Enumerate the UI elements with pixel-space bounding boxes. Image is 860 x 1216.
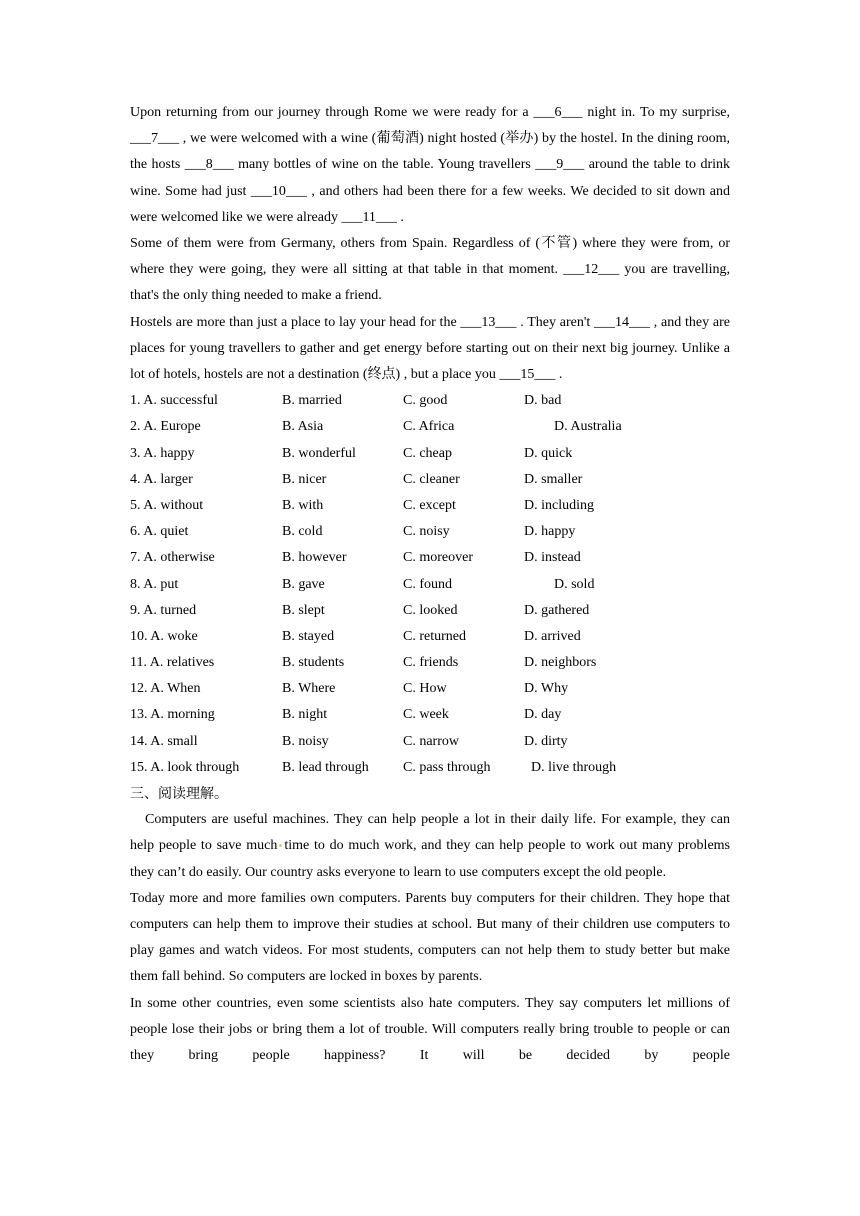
options-list: [130, 388, 730, 781]
option-row: [130, 414, 730, 440]
option-c: C. cleaner: [403, 471, 460, 487]
option-b: B. Asia: [282, 419, 324, 435]
option-b: B. night: [282, 707, 328, 723]
option-c: C. cheap: [403, 445, 452, 461]
option-b: B. stayed: [282, 628, 335, 644]
option-question: 7. A. otherwise: [130, 550, 215, 566]
cloze-paragraph-1: Upon returning from our journey through Rome we were ready for a ___6___ night in. To my surprise, ___7___ , we were welcomed with a wine (葡萄酒) night hosted (举办) by the hostel. In the dining room, the hosts ___8___ many bottles of wine on the table. Young travellers ___9___ around the table to drink wine. Some had just ___10___ , and others had been there for a few weeks. We decided to sit down and were welcomed like we were already ___11___ .: [130, 105, 730, 225]
option-c: C. except: [403, 497, 456, 513]
option-d: D. happy: [524, 524, 576, 540]
option-c: C. Africa: [403, 419, 455, 435]
option-b: B. slept: [282, 602, 325, 618]
option-d: D. neighbors: [524, 655, 597, 671]
option-b: B. Where: [282, 681, 336, 697]
option-c: C. How: [403, 681, 447, 697]
option-b: B. wonderful: [282, 445, 356, 461]
option-d: D. instead: [524, 550, 581, 566]
section-title: 三、阅读理解。: [130, 786, 228, 803]
reading-paragraph-1-part-a: Computers are useful machines. They can help people a lot in their daily life. For example, they can help people to save much: [130, 812, 730, 854]
option-d: D. bad: [524, 393, 562, 409]
option-row: [130, 519, 730, 545]
option-row: [130, 676, 730, 702]
option-row: [130, 598, 730, 624]
option-row: [130, 441, 730, 467]
option-c: C. pass through: [403, 759, 491, 775]
option-c: C. friends: [403, 655, 459, 671]
option-d: D. gathered: [524, 602, 590, 618]
reading-paragraph-1-part-b: time to do much work, and they can help people to work out many problems they can’t do easily. Our country asks everyone to learn to use computers except the old people.: [130, 838, 730, 880]
option-row: [130, 493, 730, 519]
option-question: 8. A. put: [130, 576, 179, 592]
option-d: D. live through: [531, 759, 617, 775]
option-d: D. including: [524, 497, 594, 513]
option-c: C. week: [403, 707, 449, 723]
option-d: D. Australia: [554, 419, 622, 435]
option-question: 11. A. relatives: [130, 655, 215, 671]
option-question: 9. A. turned: [130, 602, 197, 618]
option-c: C. looked: [403, 602, 458, 618]
option-row: [130, 467, 730, 493]
reading-paragraph-2: Today more and more families own computers. Parents buy computers for their children. They hope that computers can help them to improve their studies at school. But many of their children use computers to play games and watch videos. For most students, computers can not help them to study better but make them fall behind. So computers are locked in boxes by parents.: [130, 890, 730, 985]
option-b: B. students: [282, 655, 345, 671]
option-d: D. arrived: [524, 628, 581, 644]
option-c: C. moreover: [403, 550, 473, 566]
option-question: 13. A. morning: [130, 707, 215, 723]
option-d: D. quick: [524, 445, 573, 461]
option-question: 12. A. When: [130, 681, 201, 697]
option-row: [130, 702, 730, 728]
option-d: D. dirty: [524, 733, 568, 749]
option-b: B. nicer: [282, 471, 327, 487]
option-b: B. married: [282, 393, 342, 409]
option-question: 15. A. look through: [130, 759, 240, 775]
option-d: D. day: [524, 707, 562, 723]
option-question: 4. A. larger: [130, 471, 193, 487]
option-question: 6. A. quiet: [130, 524, 189, 540]
option-b: B. noisy: [282, 733, 329, 749]
option-b: B. with: [282, 497, 324, 513]
option-row: [130, 755, 730, 781]
option-c: C. noisy: [403, 524, 450, 540]
option-question: 10. A. woke: [130, 628, 198, 644]
option-b: B. gave: [282, 576, 325, 592]
cloze-paragraph-2: Some of them were from Germany, others from Spain. Regardless of (不管) where they were from, or where they were going, they were all sitting at that table in that moment. ___12___ you are travelling, that's the only thing needed to make a friend.: [130, 236, 730, 304]
option-question: 2. A. Europe: [130, 419, 201, 435]
option-question: 5. A. without: [130, 497, 204, 513]
option-c: C. found: [403, 576, 452, 592]
option-row: [130, 545, 730, 571]
cloze-paragraph-3: Hostels are more than just a place to lay your head for the ___13___ . They aren't ___14___ , and they are places for young travellers to gather and get energy before starting out on their next big journey. Unlike a lot of hotels, hostels are not a destination (终点) , but a place you ___15___ .: [130, 314, 730, 383]
option-b: B. cold: [282, 524, 323, 540]
option-b: B. lead through: [282, 759, 369, 775]
option-c: C. good: [403, 393, 448, 409]
option-question: 3. A. happy: [130, 445, 195, 461]
option-b: B. however: [282, 550, 347, 566]
option-question: 14. A. small: [130, 733, 198, 749]
reading-paragraph-1: [130, 807, 730, 886]
option-question: 1. A. successful: [130, 393, 218, 409]
mark-dot: [279, 844, 282, 847]
option-row: [130, 729, 730, 755]
option-row: [130, 624, 730, 650]
option-c: C. narrow: [403, 733, 459, 749]
option-d: D. smaller: [524, 471, 583, 487]
option-row: [130, 388, 730, 414]
option-row: [130, 572, 730, 598]
document-page: [130, 100, 730, 1069]
option-c: C. returned: [403, 628, 466, 644]
option-d: D. Why: [524, 681, 569, 697]
reading-paragraph-3: In some other countries, even some scientists also hate computers. They say computers let millions of people lose their jobs or bring them a lot of trouble. Will computers really bring trouble to people or can they bring people happiness? It will be decided by people: [130, 995, 730, 1064]
option-d: D. sold: [554, 576, 595, 592]
option-row: [130, 650, 730, 676]
